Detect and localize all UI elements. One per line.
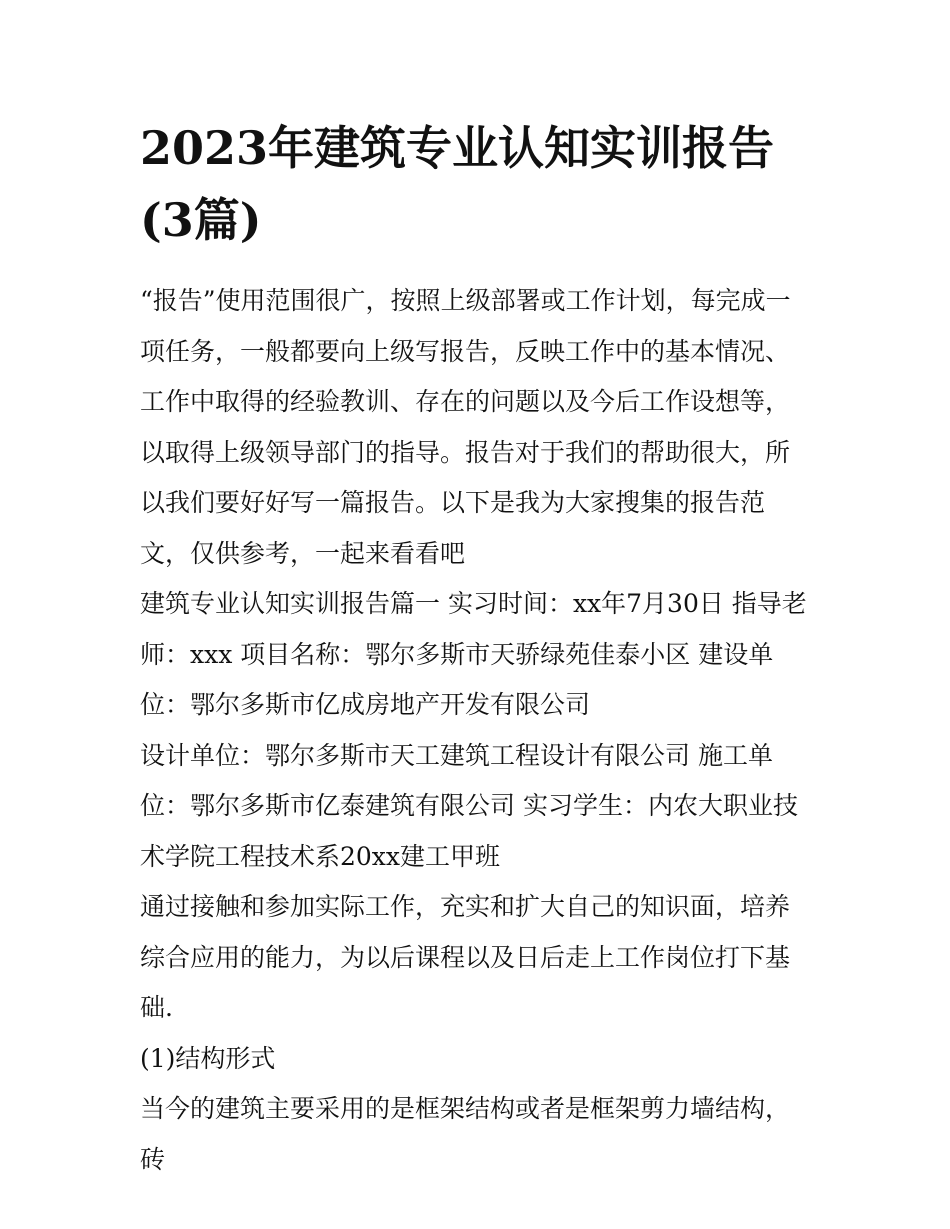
document-body <box>140 112 812 1185</box>
design-construction-paragraph: 设计单位：鄂尔多斯市天工建筑工程设计有限公司 施工单位：鄂尔多斯市亿泰建筑有限公司 实习学生：内农大职业技术学院工程技术系20xx建工甲班 <box>140 740 798 871</box>
purpose-paragraph: 通过接触和参加实际工作，充实和扩大自己的知识面，培养综合应用的能力，为以后课程以及日后走上工作岗位打下基础. <box>140 892 791 1022</box>
report-info-paragraph: 建筑专业认知实训报告篇一 实习时间：xx年7月30日 指导老师：xxx 项目名称：鄂尔多斯市天骄绿苑佳泰小区 建设单位：鄂尔多斯市亿成房地产开发有限公司 <box>140 589 807 719</box>
section-heading-structure-form: (1)结构形式 <box>140 1043 276 1073</box>
structure-paragraph: 当今的建筑主要采用的是框架结构或者是框架剪力墙结构，砖 <box>140 1094 791 1174</box>
document-title: 2023年建筑专业认知实训报告(3篇) <box>140 121 775 247</box>
intro-paragraph: “报告”使用范围很广，按照上级部署或工作计划，每完成一项任务，一般都要向上级写报告，反映工作中的基本情况、工作中取得的经验教训、存在的问题以及今后工作设想等，以取得上级领导部门的指导。报告对于我们的帮助很大，所以我们要好好写一篇报告。以下是我为大家搜集的报告范文，仅供参考，一起来看看吧 <box>140 286 791 568</box>
